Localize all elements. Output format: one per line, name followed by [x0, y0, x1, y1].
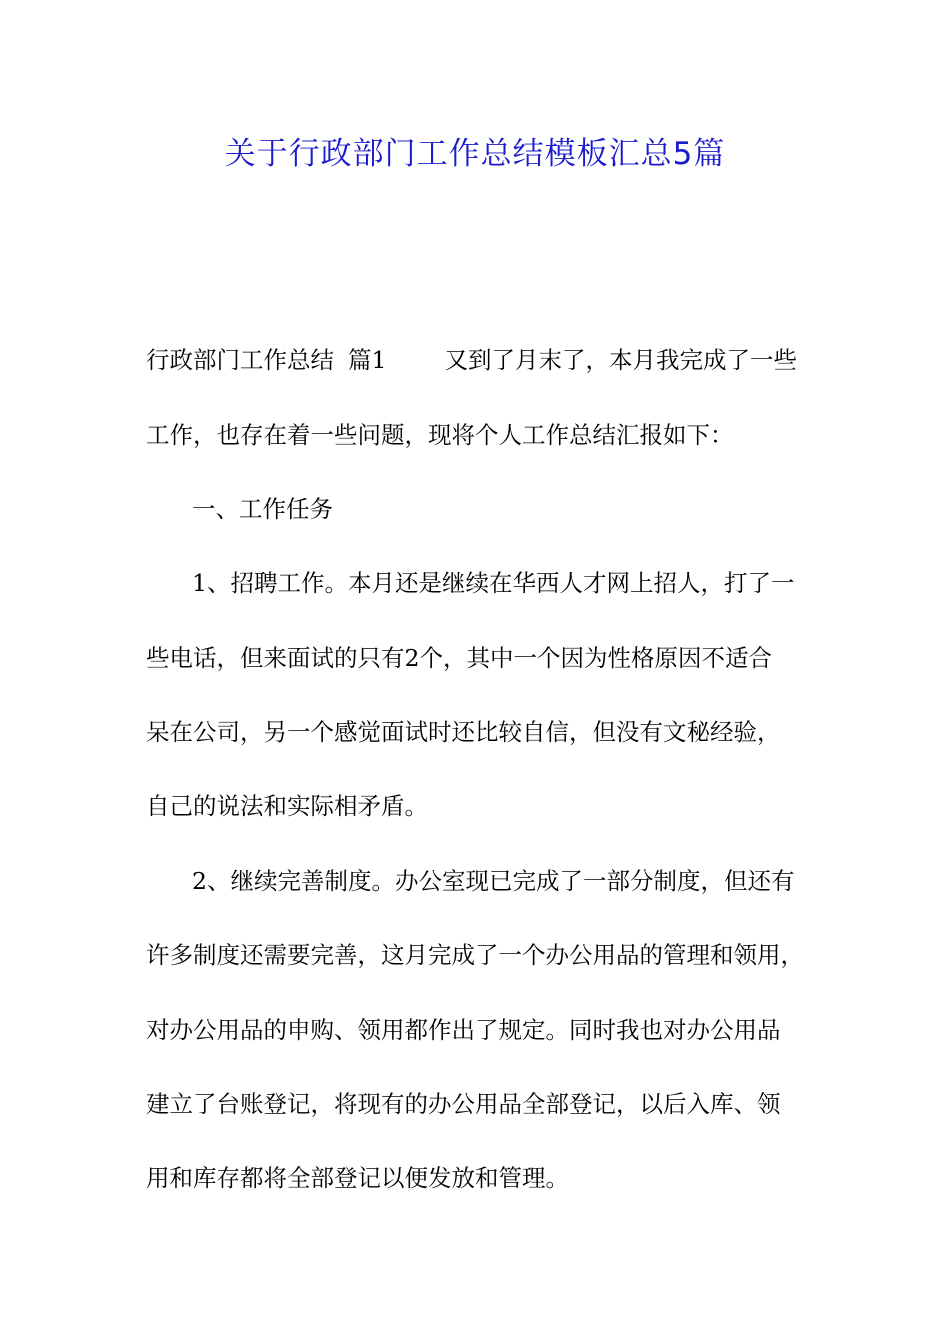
paragraph-line-12: 用和库存都将全部登记以便发放和管理。 [146, 1164, 569, 1192]
subsection-heading: 一、工作任务 [192, 495, 333, 523]
paragraph-line-7: 自己的说法和实际相矛盾。 [146, 792, 428, 820]
paragraph-line-10: 对办公用品的申购、领用都作出了规定。同时我也对办公用品 [146, 1016, 781, 1044]
paragraph-line-2: 工作，也存在着一些问题，现将个人工作总结汇报如下： [146, 421, 734, 449]
paragraph-line-4: 1、招聘工作。本月还是继续在华西人才网上招人，打了一 [192, 569, 795, 597]
section-heading: 行政部门工作总结 [146, 346, 334, 374]
paragraph-line-1 [146, 340, 826, 380]
paragraph-line-5: 些电话，但来面试的只有2个，其中一个因为性格原因不适合 [146, 644, 772, 672]
section-part-label: 篇1 [348, 346, 387, 374]
paragraph-line-6: 呆在公司，另一个感觉面试时还比较自信，但没有文秘经验， [146, 718, 781, 746]
paragraph-text: 又到了月末了，本月我完成了一些 [444, 346, 797, 374]
paragraph-line-11: 建立了台账登记，将现有的办公用品全部登记，以后入库、领 [146, 1090, 781, 1118]
document-title: 关于行政部门工作总结模板汇总5篇 [224, 136, 726, 172]
paragraph-line-8: 2、继续完善制度。办公室现已完成了一部分制度，但还有 [192, 867, 795, 895]
paragraph-line-9: 许多制度还需要完善，这月完成了一个办公用品的管理和领用， [146, 941, 804, 969]
